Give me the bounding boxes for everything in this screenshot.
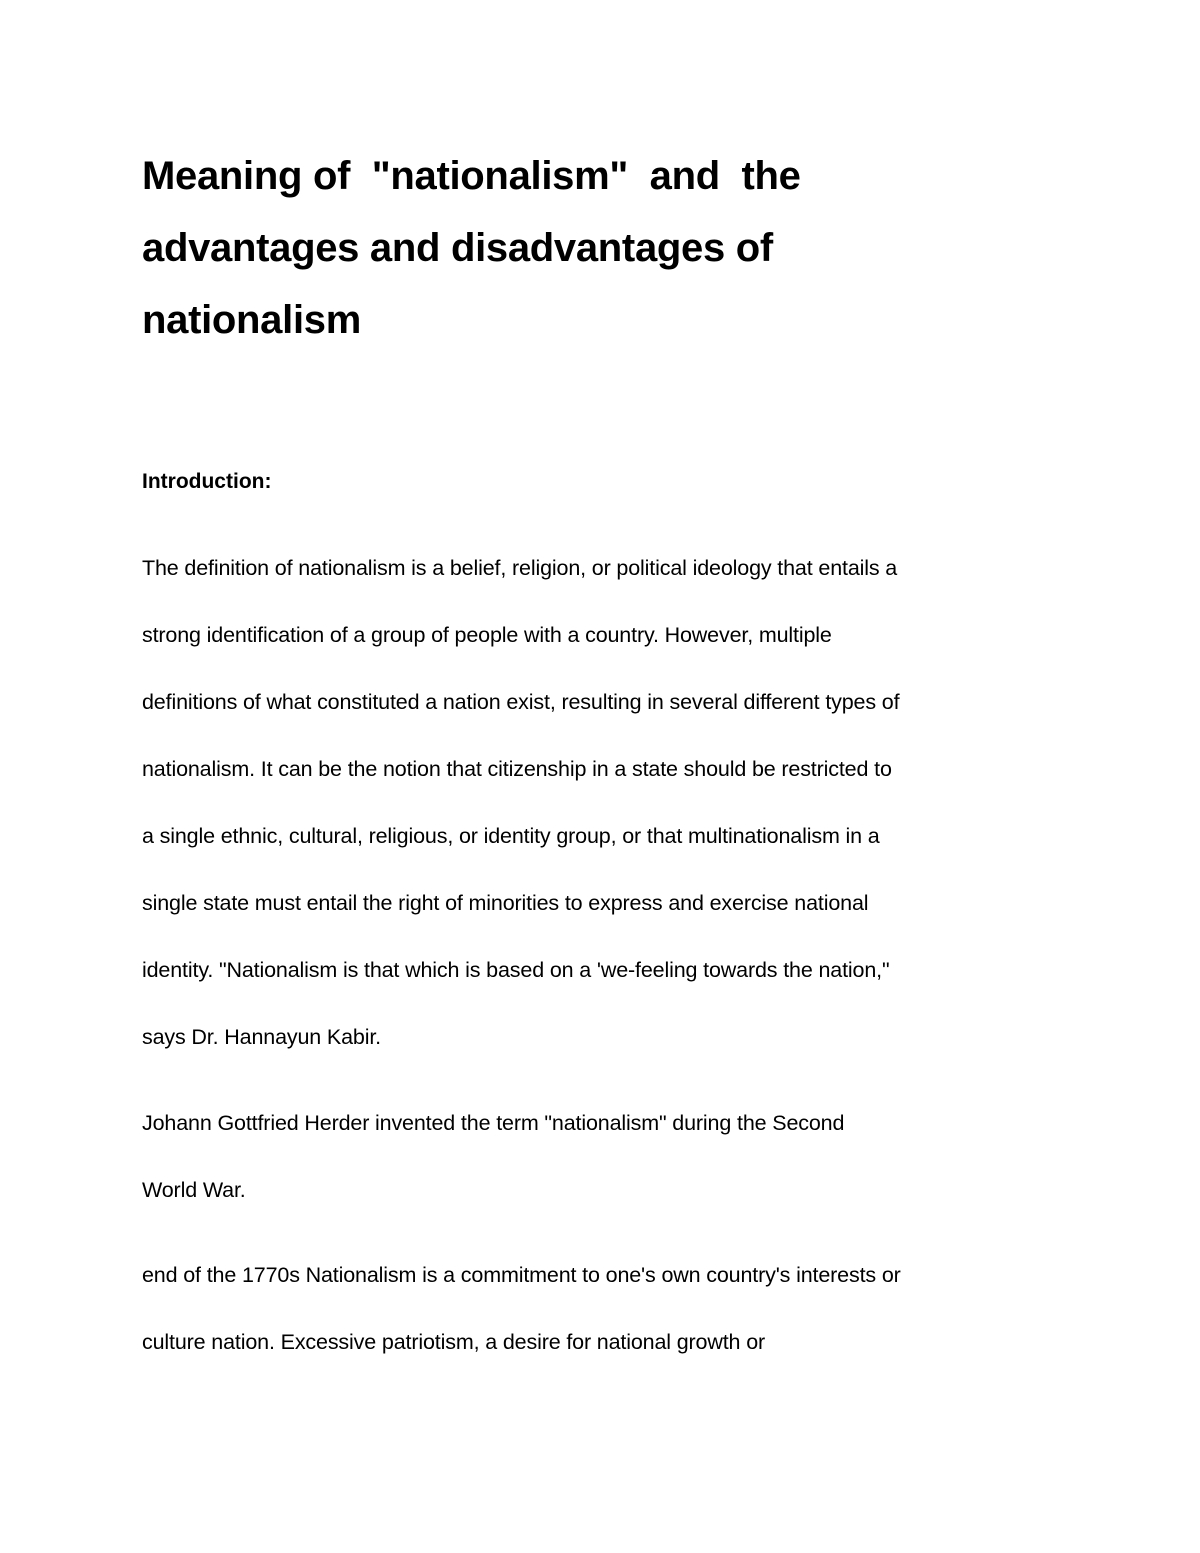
paragraph-line: Johann Gottfried Herder invented the term "nationalism" during the Second bbox=[142, 1111, 845, 1135]
paragraph-herder bbox=[142, 1090, 844, 1224]
title-line: Meaning of "nationalism" and the bbox=[142, 154, 801, 198]
paragraph-line: World War. bbox=[142, 1178, 246, 1202]
paragraph-definition bbox=[142, 535, 899, 1071]
paragraph-line: definitions of what constituted a nation exist, resulting in several different types of bbox=[142, 690, 900, 714]
paragraph-line: single state must entail the right of minorities to express and exercise national bbox=[142, 891, 869, 915]
title-line: advantages and disadvantages of bbox=[142, 226, 773, 270]
paragraph-line: nationalism. It can be the notion that citizenship in a state should be restricted to bbox=[142, 757, 892, 781]
paragraph-line: The definition of nationalism is a belief, religion, or political ideology that entails a bbox=[142, 556, 898, 580]
paragraph-commitment bbox=[142, 1242, 901, 1376]
intro-heading: Introduction: bbox=[142, 470, 272, 493]
document-body bbox=[142, 140, 1082, 1354]
paragraph-line: says Dr. Hannayun Kabir. bbox=[142, 1025, 381, 1049]
title-line: nationalism bbox=[142, 298, 361, 342]
paragraph-line: culture nation. Excessive patriotism, a desire for national growth or bbox=[142, 1330, 766, 1354]
document-title bbox=[142, 140, 1082, 356]
paragraph-line: identity. "Nationalism is that which is based on a 'we-feeling towards the nation," bbox=[142, 958, 890, 982]
paragraph-line: a single ethnic, cultural, religious, or identity group, or that multinationalism in a bbox=[142, 824, 880, 848]
paragraph-line: end of the 1770s Nationalism is a commitment to one's own country's interests or bbox=[142, 1263, 901, 1287]
paragraph-line: strong identification of a group of people with a country. However, multiple bbox=[142, 623, 832, 647]
